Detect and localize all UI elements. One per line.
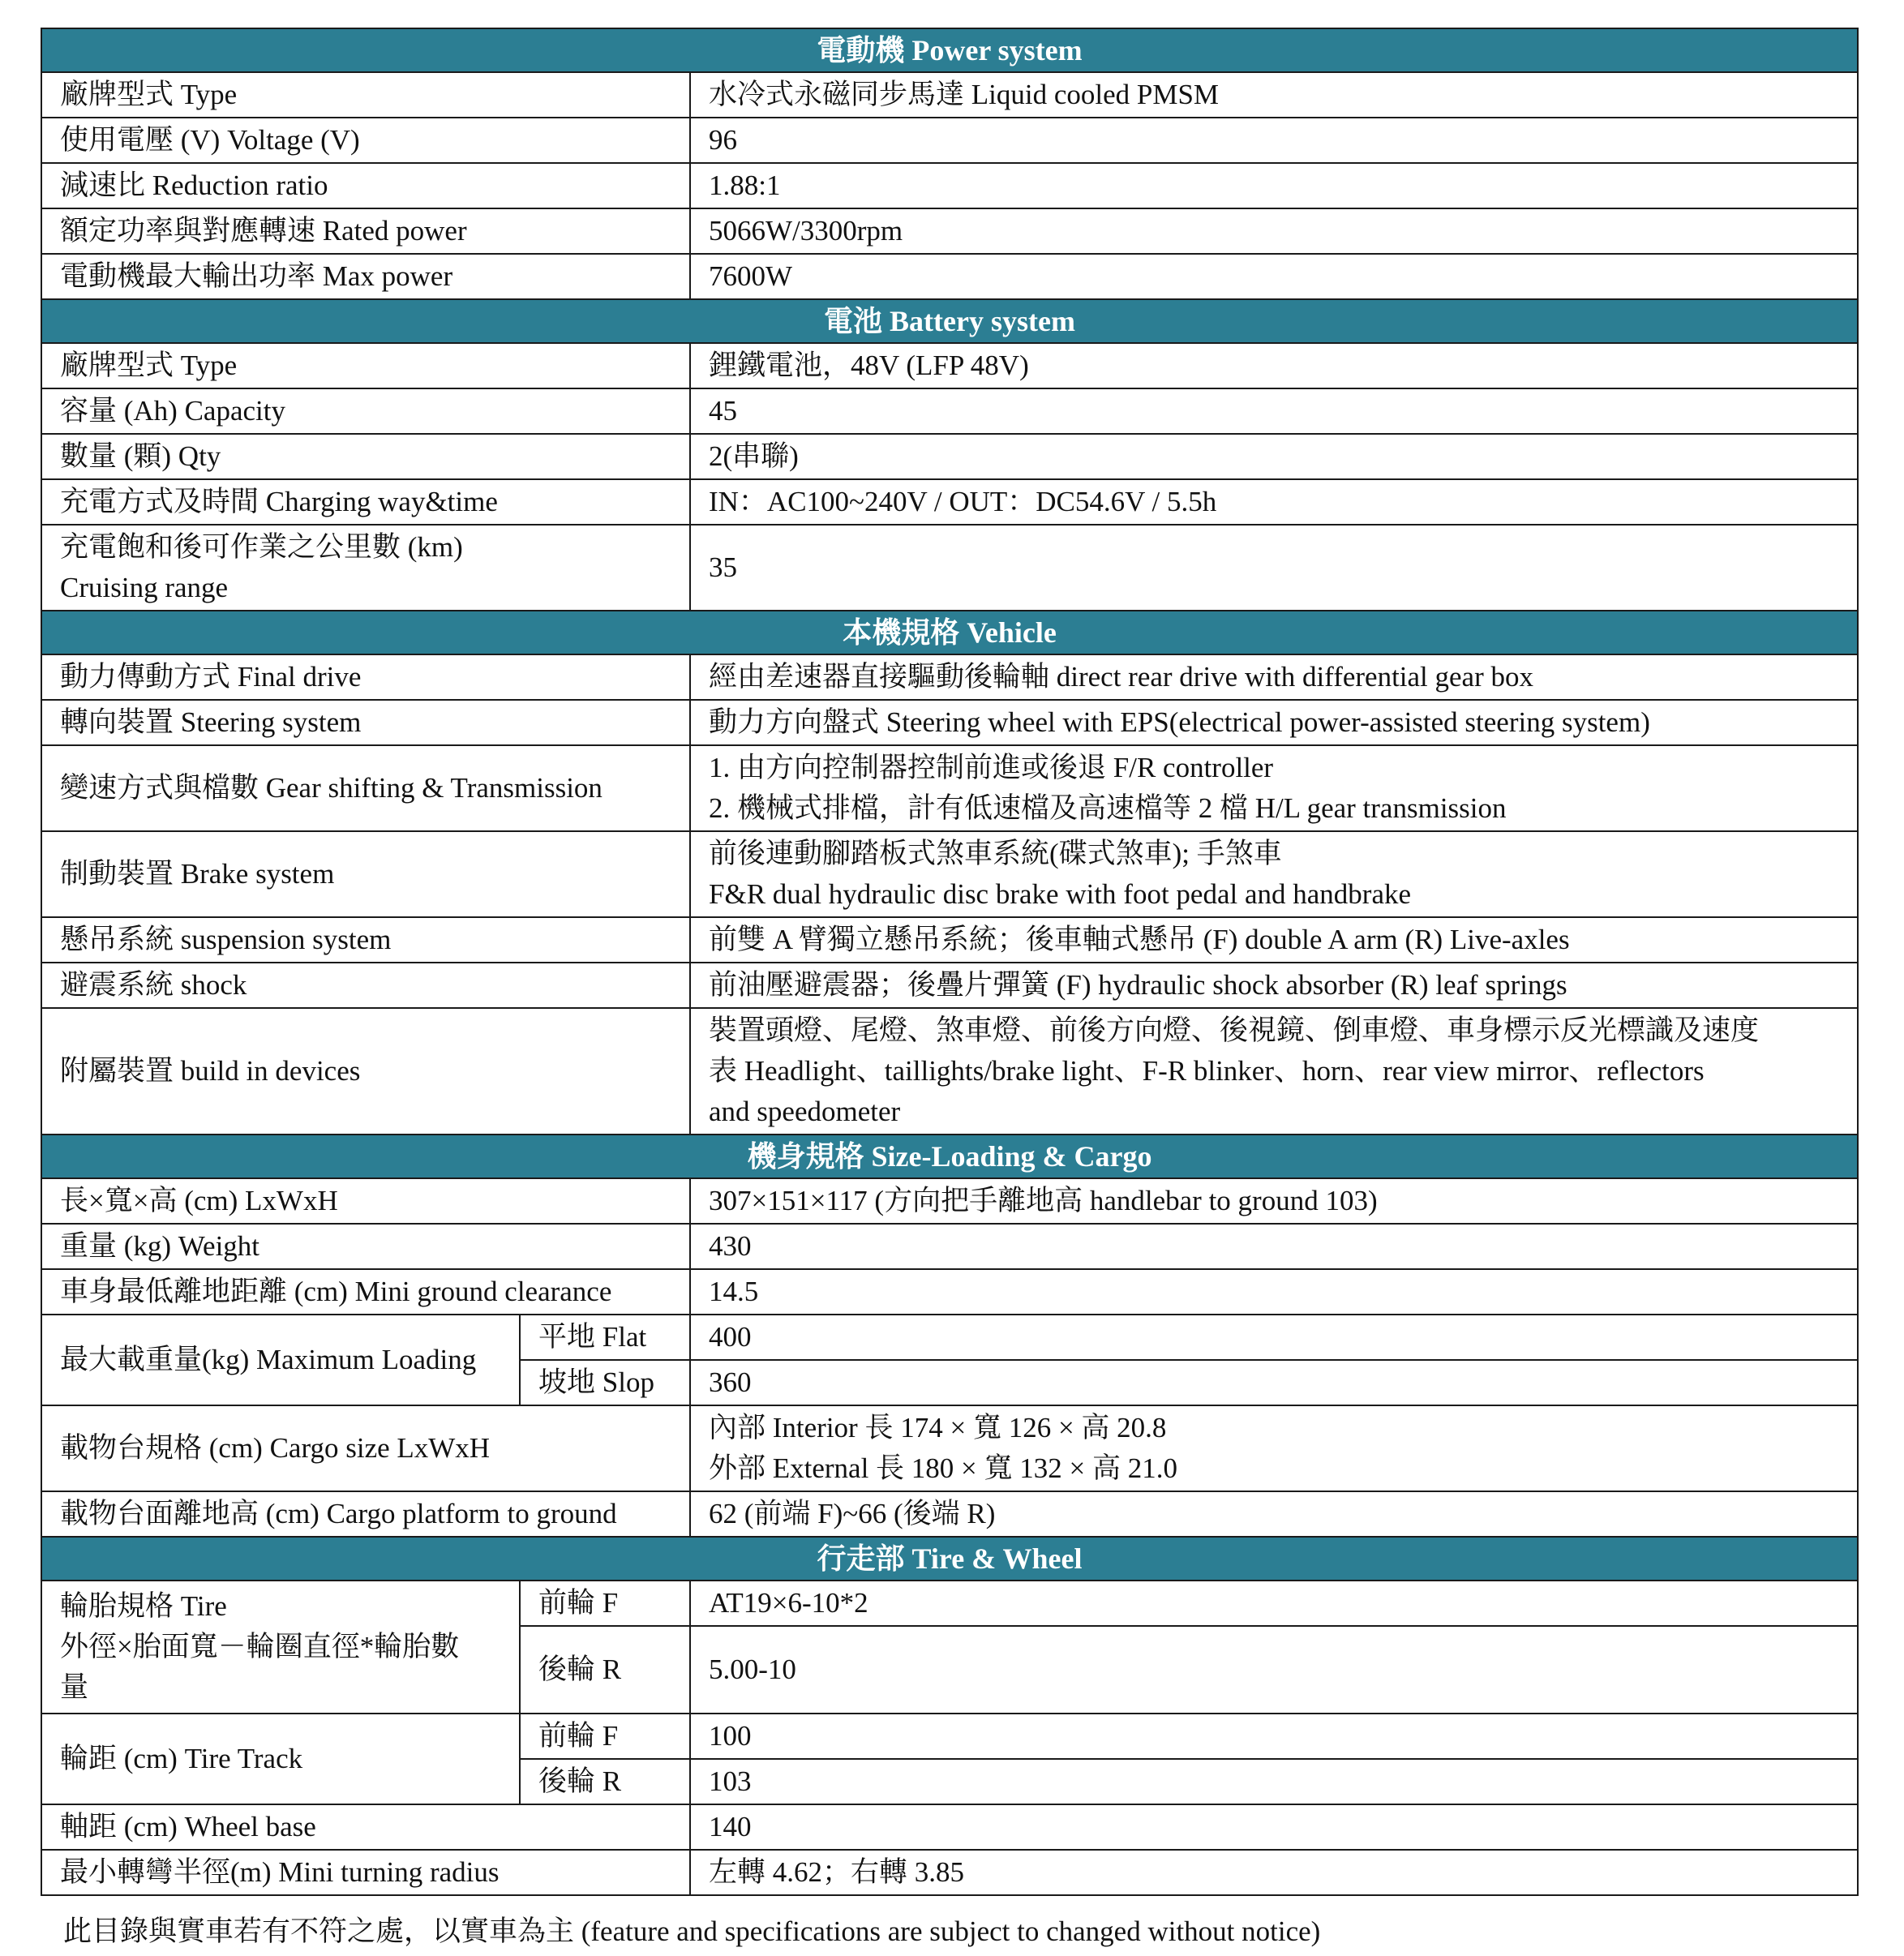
row-value	[690, 745, 1858, 831]
section-header-size	[41, 1135, 1858, 1178]
row-label: 充電方式及時間 Charging way&time	[41, 479, 690, 525]
table-row	[41, 1224, 1858, 1269]
table-row	[41, 1178, 1858, 1224]
row-label: 轉向裝置 Steering system	[41, 700, 690, 745]
row-value: 14.5	[690, 1269, 1858, 1315]
row-value	[690, 1405, 1858, 1491]
table-row	[41, 1491, 1858, 1537]
row-value: 96	[690, 118, 1858, 163]
row-label: 電動機最大輸出功率 Max power	[41, 254, 690, 299]
value-line: 外部 External 長 180 × 寬 132 × 高 21.0	[709, 1452, 1178, 1484]
row-value: 35	[690, 525, 1858, 611]
table-row	[41, 208, 1858, 254]
value-line: F&R dual hydraulic disc brake with foot pedal and handbrake	[709, 878, 1412, 910]
value-line: and speedometer	[709, 1096, 901, 1127]
label-line: 外徑×胎面寬－輪圈直徑*輪胎數	[60, 1631, 460, 1662]
section-header-battery	[41, 299, 1858, 343]
row-label: 使用電壓 (V) Voltage (V)	[41, 118, 690, 163]
row-label: 減速比 Reduction ratio	[41, 163, 690, 208]
value-line: 裝置頭燈、尾燈、煞車燈、前後方向燈、後視鏡、倒車燈、車身標示反光標識及速度	[709, 1014, 1760, 1046]
section-header-vehicle	[41, 611, 1858, 654]
row-value: 140	[690, 1804, 1858, 1850]
table-row	[41, 1714, 1858, 1759]
row-value: 5.00-10	[690, 1626, 1858, 1714]
section-header-power	[41, 28, 1858, 72]
section-title-size: 機身規格 Size-Loading & Cargo	[41, 1135, 1858, 1178]
table-row	[41, 1581, 1858, 1626]
table-row	[41, 434, 1858, 479]
row-label: 長×寬×高 (cm) LxWxH	[41, 1178, 690, 1224]
table-row	[41, 388, 1858, 434]
row-value: 鋰鐵電池，48V (LFP 48V)	[690, 343, 1858, 388]
row-label: 車身最低離地距離 (cm) Mini ground clearance	[41, 1269, 690, 1315]
row-label: 載物台規格 (cm) Cargo size LxWxH	[41, 1405, 690, 1491]
footnote: 此目錄與實車若有不符之處，以實車為主 (feature and specifications are subject to changed without notice)	[63, 1915, 1321, 1947]
row-value: 動力方向盤式 Steering wheel with EPS(electrical power-assisted steering system)	[690, 700, 1858, 745]
spec-sheet	[41, 28, 1857, 1896]
table-row	[41, 654, 1858, 700]
row-label: 數量 (顆) Qty	[41, 434, 690, 479]
value-line: 1. 由方向控制器控制前進或後退 F/R controller	[709, 752, 1274, 783]
table-row	[41, 525, 1858, 611]
table-row	[41, 831, 1858, 917]
row-value: 307×151×117 (方向把手離地高 handlebar to ground 103)	[690, 1178, 1858, 1224]
row-value: 400	[690, 1315, 1858, 1360]
section-header-tire	[41, 1537, 1858, 1581]
row-value: 360	[690, 1360, 1858, 1405]
table-row	[41, 917, 1858, 963]
table-row	[41, 254, 1858, 299]
section-title-battery: 電池 Battery system	[41, 299, 1858, 343]
row-label: 最小轉彎半徑(m) Mini turning radius	[41, 1850, 690, 1895]
table-row	[41, 1269, 1858, 1315]
sub-label: 前輪 F	[520, 1714, 690, 1759]
value-line: 前後連動腳踏板式煞車系統(碟式煞車); 手煞車	[709, 838, 1282, 869]
row-value: AT19×6-10*2	[690, 1581, 1858, 1626]
table-row	[41, 963, 1858, 1008]
row-label: 載物台面離地高 (cm) Cargo platform to ground	[41, 1491, 690, 1537]
row-label: 附屬裝置 build in devices	[41, 1008, 690, 1135]
row-value: 62 (前端 F)~66 (後端 R)	[690, 1491, 1858, 1537]
sub-label: 前輪 F	[520, 1581, 690, 1626]
row-label: 廠牌型式 Type	[41, 72, 690, 118]
sub-label: 後輪 R	[520, 1759, 690, 1804]
table-row	[41, 1804, 1858, 1850]
label-line: Cruising range	[60, 572, 229, 603]
section-title-vehicle: 本機規格 Vehicle	[41, 611, 1858, 654]
label-line: 充電飽和後可作業之公里數 (km)	[60, 531, 463, 563]
sub-label: 後輪 R	[520, 1626, 690, 1714]
row-value: 水冷式永磁同步馬達 Liquid cooled PMSM	[690, 72, 1858, 118]
row-value: 5066W/3300rpm	[690, 208, 1858, 254]
sub-label: 坡地 Slop	[520, 1360, 690, 1405]
row-value: 103	[690, 1759, 1858, 1804]
row-value: 左轉 4.62；右轉 3.85	[690, 1850, 1858, 1895]
table-row	[41, 1008, 1858, 1135]
row-label	[41, 525, 690, 611]
row-label	[41, 1581, 520, 1714]
row-label: 額定功率與對應轉速 Rated power	[41, 208, 690, 254]
table-row	[41, 72, 1858, 118]
row-value: 前油壓避震器；後疊片彈簧 (F) hydraulic shock absorber (R) leaf springs	[690, 963, 1858, 1008]
row-label: 軸距 (cm) Wheel base	[41, 1804, 690, 1850]
row-value: 100	[690, 1714, 1858, 1759]
section-title-power: 電動機 Power system	[41, 28, 1858, 72]
table-row	[41, 118, 1858, 163]
row-value: 430	[690, 1224, 1858, 1269]
row-label: 重量 (kg) Weight	[41, 1224, 690, 1269]
row-value: 45	[690, 388, 1858, 434]
row-label: 動力傳動方式 Final drive	[41, 654, 690, 700]
row-label: 容量 (Ah) Capacity	[41, 388, 690, 434]
table-row	[41, 1850, 1858, 1895]
table-row	[41, 1405, 1858, 1491]
section-title-tire: 行走部 Tire & Wheel	[41, 1537, 1858, 1581]
row-label: 避震系統 shock	[41, 963, 690, 1008]
table-row	[41, 1315, 1858, 1360]
row-value: IN：AC100~240V / OUT：DC54.6V / 5.5h	[690, 479, 1858, 525]
value-line: 內部 Interior 長 174 × 寬 126 × 高 20.8	[709, 1412, 1167, 1443]
row-value: 1.88:1	[690, 163, 1858, 208]
row-label: 最大載重量(kg) Maximum Loading	[41, 1315, 520, 1405]
row-value: 前雙 A 臂獨立懸吊系統；後車軸式懸吊 (F) double A arm (R) Live-axles	[690, 917, 1858, 963]
value-line: 表 Headlight、taillights/brake light、F-R blinker、horn、rear view mirror、reflectors	[709, 1055, 1705, 1087]
table-row	[41, 479, 1858, 525]
row-value	[690, 831, 1858, 917]
table-row	[41, 163, 1858, 208]
sub-label: 平地 Flat	[520, 1315, 690, 1360]
row-label: 變速方式與檔數 Gear shifting & Transmission	[41, 745, 690, 831]
row-value	[690, 1008, 1858, 1135]
table-row	[41, 343, 1858, 388]
value-line: 2. 機械式排檔，計有低速檔及高速檔等 2 檔 H/L gear transmission	[709, 792, 1507, 824]
label-line: 量	[60, 1671, 89, 1703]
row-value: 經由差速器直接驅動後輪軸 direct rear drive with differential gear box	[690, 654, 1858, 700]
table-row	[41, 700, 1858, 745]
row-value: 2(串聯)	[690, 434, 1858, 479]
spec-table	[41, 28, 1859, 1896]
row-label: 廠牌型式 Type	[41, 343, 690, 388]
label-line: 輪胎規格 Tire	[60, 1590, 227, 1622]
table-row	[41, 745, 1858, 831]
row-label: 制動裝置 Brake system	[41, 831, 690, 917]
row-label: 懸吊系統 suspension system	[41, 917, 690, 963]
row-value: 7600W	[690, 254, 1858, 299]
row-label: 輪距 (cm) Tire Track	[41, 1714, 520, 1804]
